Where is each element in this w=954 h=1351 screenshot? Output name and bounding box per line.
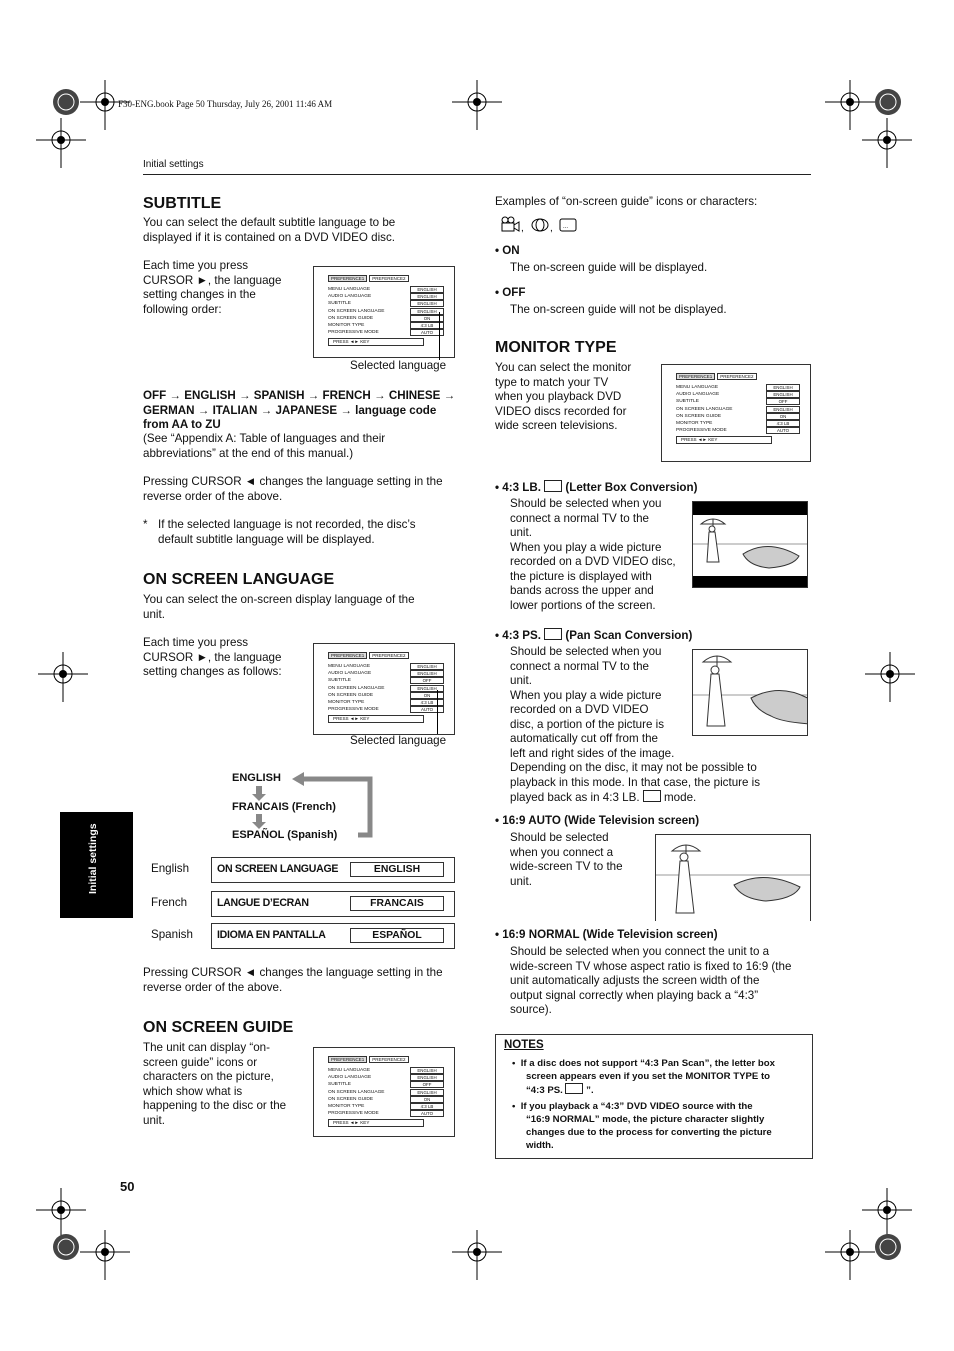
menu-row (328, 300, 444, 307)
menu-row-value: 4:3 LB (766, 420, 800, 427)
menu-row-value: OFF (410, 677, 444, 684)
subtitle-reverse: Pressing CURSOR ◄ changes the language setting in the reverse order of the above. (143, 475, 443, 503)
osg-heading: ON SCREEN GUIDE (143, 1019, 294, 1036)
menu-row-label: ON SCREEN GUIDE (676, 413, 722, 419)
menu-row-value: ENGLISH (410, 1089, 444, 1096)
example-spanish-label: Spanish (151, 928, 193, 941)
menu-row-value: ENGLISH (410, 293, 444, 300)
menu-row-label: MONITOR TYPE (328, 323, 365, 329)
example-english-label: English (151, 862, 190, 875)
menu-row (676, 427, 800, 434)
menu-row-label: SUBTITLE (676, 399, 699, 405)
menu-row-value: ENGLISH (766, 384, 800, 391)
menu-row (328, 692, 444, 699)
menu-row-label: ON SCREEN GUIDE (328, 692, 374, 698)
svg-text:...: ... (563, 224, 569, 230)
auto-text: Should be selected when you connect a wide-screen TV to the unit. (510, 831, 623, 888)
menu-row-label: MONITOR TYPE (676, 421, 713, 427)
off-bullet: • OFF (495, 286, 526, 299)
menu-row-value: 4:3 LB (410, 322, 444, 329)
menu-row (676, 406, 800, 413)
header-rule (143, 174, 811, 175)
menu-row-value: ENGLISH (410, 685, 444, 692)
off-text: The on-screen guide will not be displayed. (510, 303, 727, 316)
crosshair-top-left-2 (36, 118, 86, 168)
menu-row (328, 1096, 444, 1103)
menu-row-value: OFF (410, 1081, 444, 1088)
menu-row-value: OFF (766, 398, 800, 405)
menu-row-value: ENGLISH (766, 406, 800, 413)
monitor-heading: MONITOR TYPE (495, 339, 617, 356)
menu-row-value: ENGLISH (410, 670, 444, 677)
osg-intro: The unit can display “on- screen guide” icons or characters on the picture, which show what is happening to the disc or the unit. (143, 1041, 287, 1127)
svg-text:,: , (550, 223, 553, 234)
osl-cycle-diagram (230, 770, 380, 842)
menu-row-label: MENU LANGUAGE (676, 385, 719, 391)
cycle-francais: FRANCAIS (French) (232, 801, 336, 813)
crosshair-right-middle (865, 652, 915, 702)
auto-illustration (655, 834, 811, 921)
menu-row-label: MONITOR TYPE (328, 700, 365, 706)
menu-row (328, 322, 444, 329)
subtitle-press: Each time you press CURSOR ►, the language setting changes in the following order: (143, 259, 282, 316)
running-head: Initial settings (143, 159, 204, 170)
menu-row (328, 699, 444, 706)
subtitle-pointer-line (439, 312, 440, 360)
menu-row-label: MENU LANGUAGE (328, 664, 371, 670)
registration-mark-bottom-right (862, 1225, 912, 1275)
menu-row-label: MENU LANGUAGE (328, 1068, 371, 1074)
osl-selected-caption: Selected language (350, 734, 447, 747)
menu-row (676, 384, 800, 391)
note-1: • If a disc does not support “4:3 Pan Scan”, the letter box screen appears even if you set the MONITOR TYPE to “4:3 PS. ”. (512, 1058, 775, 1096)
note-2: • If you playback a “4:3” DVD VIDEO source with the “16:9 NORMAL” mode, the picture character slightly changes due to the process for converting the picture width. (512, 1101, 772, 1151)
crop-header: F30-ENG.book Page 50 Thursday, July 26, 2001 11:46 AM (118, 99, 333, 109)
side-tab: Initial settings (60, 812, 133, 918)
menu-row-label: PROGRESSIVE MODE (676, 428, 727, 434)
menu-row (328, 677, 444, 684)
menu-row-label: AUDIO LANGUAGE (328, 294, 372, 300)
menu-row (676, 413, 800, 420)
lb-heading: • 4:3 LB. (Letter Box Conversion) (495, 481, 698, 494)
menu-row-value: AUTO (766, 427, 800, 434)
menu-row-value: ENGLISH (410, 300, 444, 307)
subtitle-note: If the selected language is not recorded, the disc’s default subtitle language will be displayed. (158, 518, 416, 546)
menu-row-label: AUDIO LANGUAGE (676, 392, 720, 398)
subtitle-heading: SUBTITLE (143, 195, 222, 212)
crosshair-bottom-center (452, 1230, 502, 1280)
monitor-intro: You can select the monitor type to match your TV when you playback DVD VIDEO discs recorded for wide screen televisions. (495, 361, 632, 432)
ps-heading: • 4:3 PS. (Pan Scan Conversion) (495, 629, 693, 642)
menu-row (328, 1089, 444, 1096)
menu-row-label: SUBTITLE (328, 678, 351, 684)
menu-row-label: ON SCREEN LANGUAGE (676, 406, 733, 412)
osl-heading: ON SCREEN LANGUAGE (143, 571, 335, 588)
osl-menu-screen: PREFERENCE1 PREFERENCE2 MENU LANGUAGE ENGLISH AUDIO LANGUAGE ENGLISH SUBTITLE OFF ON SCREEN LANGUAGE ENGLISH ON SCREEN GUIDE ON MONITOR TYPE 4:3 LB PROGRESSIVE MODE AUTO PRESS ◄► KEY (313, 643, 455, 735)
menu-row-label: PROGRESSIVE MODE (328, 1111, 379, 1117)
menu-row (328, 1067, 444, 1074)
menu-row (328, 308, 444, 315)
osl-pointer-line (437, 690, 438, 734)
menu-row (328, 1081, 444, 1088)
menu-row-value: ENGLISH (410, 308, 444, 315)
lb-illustration (692, 501, 808, 588)
lb-text: Should be selected when you connect a normal TV to the unit. When you play a wide picture recorded on a DVD VIDEO disc, the picture is displayed with bands across the upper and lower portions of the screen. (510, 497, 676, 612)
cycle-espanol: ESPAÑOL (Spanish) (232, 829, 338, 841)
menu-row-value: ENGLISH (410, 663, 444, 670)
subtitle-intro: You can select the default subtitle language to be displayed if it is contained on a DVD VIDEO disc. (143, 216, 396, 244)
menu-row-value: ENGLISH (410, 1067, 444, 1074)
crosshair-left-middle (38, 652, 88, 702)
menu-row-value: ENGLISH (766, 391, 800, 398)
menu-row (328, 293, 444, 300)
subtitle-selected-caption: Selected language (350, 359, 447, 372)
menu-row-label: ON SCREEN LANGUAGE (328, 685, 385, 691)
menu-row-label: PROGRESSIVE MODE (328, 330, 379, 336)
example-french-label: French (151, 896, 188, 909)
svg-text:,: , (521, 223, 524, 234)
example-spanish-box: IDIOMA EN PANTALLA ESPAÑOL (211, 923, 455, 949)
normal-heading: • 16:9 NORMAL (Wide Television screen) (495, 928, 718, 941)
menu-row-label: SUBTITLE (328, 1082, 351, 1088)
crosshair-bottom-left-2 (80, 1230, 130, 1280)
menu-row (676, 420, 800, 427)
menu-row-value: ENGLISH (410, 286, 444, 293)
menu-row-value: AUTO (410, 1110, 444, 1117)
menu-row-value: AUTO (410, 706, 444, 713)
osl-reverse: Pressing CURSOR ◄ changes the language setting in the reverse order of the above. (143, 966, 443, 994)
menu-row-label: ON SCREEN GUIDE (328, 1096, 374, 1102)
menu-row (328, 685, 444, 692)
menu-row-label: SUBTITLE (328, 301, 351, 307)
menu-row-label: MONITOR TYPE (328, 1104, 365, 1110)
menu-row-label: AUDIO LANGUAGE (328, 671, 372, 677)
menu-row-value: ON (410, 315, 444, 322)
menu-row-value: AUTO (410, 329, 444, 336)
crosshair-top-right-2 (862, 118, 912, 168)
subtitle-appendix: (See “Appendix A: Table of languages and their abbreviations” at the end of this manual.) (143, 432, 386, 460)
subtitle-menu-screen: PREFERENCE1 PREFERENCE2 MENU LANGUAGE ENGLISH AUDIO LANGUAGE ENGLISH SUBTITLE ENGLISH ON SCREEN LANGUAGE ENGLISH ON SCREEN GUIDE ON MONITOR TYPE 4:3 LB PROGRESSIVE MODE AUTO PRESS ◄► KEY (313, 266, 455, 358)
menu-row-label: ON SCREEN LANGUAGE (328, 1089, 385, 1095)
menu-row-value: 4:3 LB (410, 1103, 444, 1110)
menu-row-value: 4:3 LB (410, 699, 444, 706)
notes-box (495, 1034, 813, 1159)
ps-illustration (692, 649, 808, 736)
menu-row (328, 286, 444, 293)
osl-intro: You can select the on-screen display language of the unit. (143, 593, 415, 621)
menu-row-value: ENGLISH (410, 1074, 444, 1081)
subtitle-note-marker: * (143, 518, 148, 531)
ps-text: Should be selected when you connect a normal TV to the unit. When you play a wide picture recorded on a DVD VIDEO disc, a portion of the picture is automatically cut off from the left and right sides of the image. Depending on the disc, it may not be possible to playback in this mode. In that case, the picture is played back as in 4:3 LB. mode. (510, 645, 761, 804)
menu-row (328, 315, 444, 322)
menu-row-label: MENU LANGUAGE (328, 287, 371, 293)
menu-row (328, 670, 444, 677)
on-text: The on-screen guide will be displayed. (510, 261, 708, 274)
normal-text: Should be selected when you connect the unit to a wide-screen TV whose aspect ratio is fixed to 16:9 (the unit automatically adjusts the screen width of the output signal correctly when playing back a “4:3” source). (510, 945, 792, 1016)
menu-row (328, 329, 444, 336)
example-french-box: LANGUE D’ECRAN FRANCAIS (211, 891, 455, 917)
monitor-menu-screen: PREFERENCE1 PREFERENCE2 MENU LANGUAGE ENGLISH AUDIO LANGUAGE ENGLISH SUBTITLE OFF ON SCREEN LANGUAGE ENGLISH ON SCREEN GUIDE ON MONITOR TYPE 4:3 LB PROGRESSIVE MODE AUTO PRESS ◄► KEY (661, 364, 811, 462)
menu-row-label: PROGRESSIVE MODE (328, 707, 379, 713)
menu-row-label: ON SCREEN LANGUAGE (328, 308, 385, 314)
menu-row-label: AUDIO LANGUAGE (328, 1075, 372, 1081)
menu-row (676, 398, 800, 405)
menu-row (328, 1074, 444, 1081)
osg-menu-screen: PREFERENCE1 PREFERENCE2 MENU LANGUAGE ENGLISH AUDIO LANGUAGE ENGLISH SUBTITLE OFF ON SCREEN LANGUAGE ENGLISH ON SCREEN GUIDE ON MONITOR TYPE 4:3 LB PROGRESSIVE MODE AUTO PRESS ◄► KEY (313, 1047, 455, 1137)
menu-row (676, 391, 800, 398)
menu-row-value: ON (410, 1096, 444, 1103)
menu-row (328, 706, 444, 713)
cycle-english: ENGLISH (232, 772, 281, 784)
guide-examples: Examples of “on-screen guide” icons or characters: (495, 195, 758, 208)
auto-heading: • 16:9 AUTO (Wide Television screen) (495, 814, 700, 827)
menu-row-value: ON (410, 692, 444, 699)
crosshair-top-center (452, 80, 502, 130)
menu-row (328, 663, 444, 670)
osl-press: Each time you press CURSOR ►, the language setting changes as follows: (143, 636, 282, 678)
menu-row-value: ON (766, 413, 800, 420)
notes-title: NOTES (504, 1039, 544, 1051)
page-number: 50 (120, 1179, 135, 1194)
menu-row-label: ON SCREEN GUIDE (328, 315, 374, 321)
example-english-box: ON SCREEN LANGUAGE ENGLISH (211, 857, 455, 883)
on-bullet: • ON (495, 244, 520, 257)
menu-row (328, 1110, 444, 1117)
subtitle-order: OFF → ENGLISH → SPANISH → FRENCH → CHINESE → GERMAN → ITALIAN → JAPANESE → language code from AA to ZU (143, 389, 456, 431)
guide-icons (500, 216, 590, 234)
menu-row (328, 1103, 444, 1110)
